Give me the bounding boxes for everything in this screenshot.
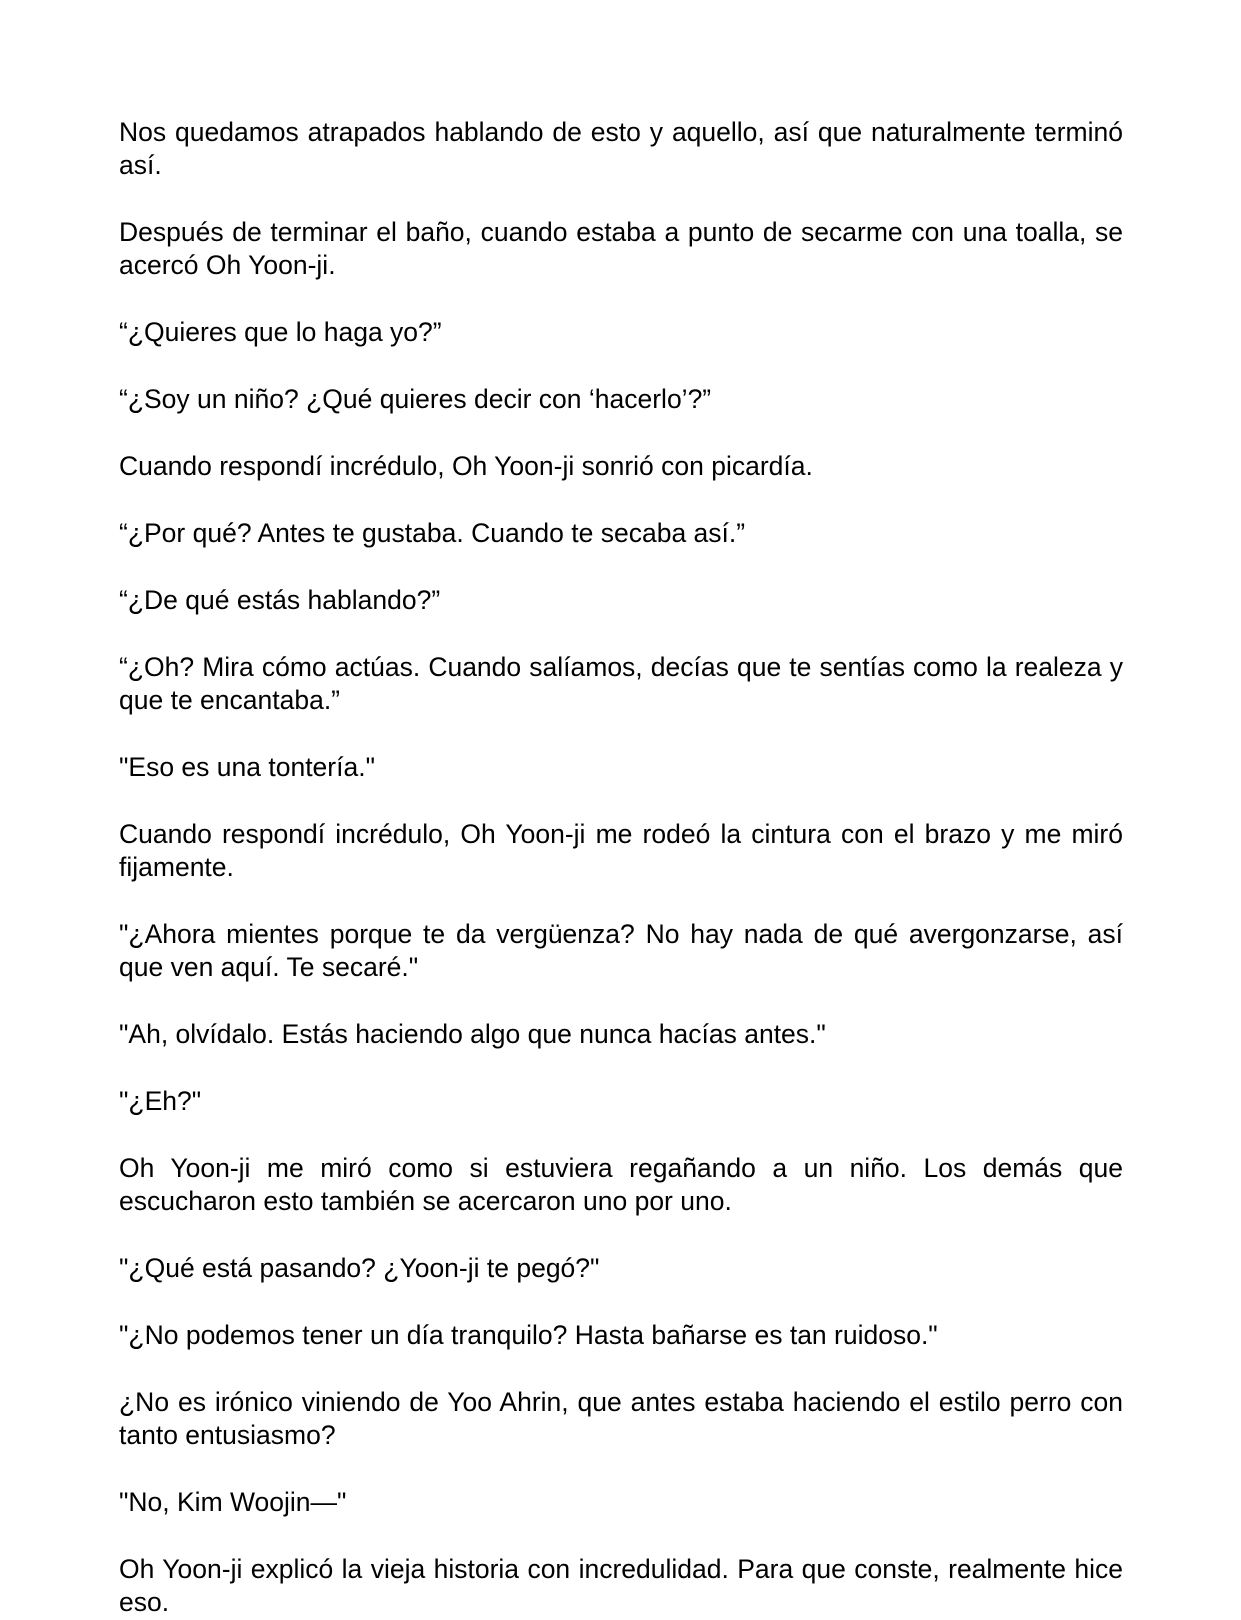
document-body (119, 116, 1123, 1620)
paragraph: “¿Por qué? Antes te gustaba. Cuando te secaba así.” (119, 518, 746, 548)
paragraph: ¿No es irónico viniendo de Yoo Ahrin, que antes estaba haciendo el estilo perro con tanto entusiasmo? (119, 1387, 1123, 1450)
paragraph: “¿Oh? Mira cómo actúas. Cuando salíamos, decías que te sentías como la realeza y que te encantaba.” (119, 652, 1123, 715)
paragraph: "No, Kim Woojin—" (119, 1487, 347, 1517)
paragraph: Nos quedamos atrapados hablando de esto y aquello, así que naturalmente terminó así. (119, 117, 1123, 180)
paragraph: “¿De qué estás hablando?” (119, 585, 441, 615)
paragraph: Oh Yoon-ji me miró como si estuviera regañando a un niño. Los demás que escucharon esto también se acercaron uno por uno. (119, 1153, 1123, 1216)
paragraph: “¿Soy un niño? ¿Qué quieres decir con ‘hacerlo’?” (119, 384, 712, 414)
paragraph: Cuando respondí incrédulo, Oh Yoon-ji me rodeó la cintura con el brazo y me miró fijamente. (119, 819, 1123, 882)
paragraph: Después de terminar el baño, cuando estaba a punto de secarme con una toalla, se acercó Oh Yoon-ji. (119, 217, 1123, 280)
paragraph: "¿No podemos tener un día tranquilo? Hasta bañarse es tan ruidoso." (119, 1320, 938, 1350)
paragraph: Cuando respondí incrédulo, Oh Yoon-ji sonrió con picardía. (119, 451, 813, 481)
paragraph: "¿Qué está pasando? ¿Yoon-ji te pegó?" (119, 1253, 600, 1283)
paragraph: "Ah, olvídalo. Estás haciendo algo que nunca hacías antes." (119, 1019, 826, 1049)
paragraph: “¿Quieres que lo haga yo?” (119, 317, 442, 347)
paragraph: "Eso es una tontería." (119, 752, 375, 782)
paragraph: "¿Ahora mientes porque te da vergüenza? No hay nada de qué avergonzarse, así que ven aquí. Te secaré." (119, 919, 1123, 982)
paragraph: Oh Yoon-ji explicó la vieja historia con incredulidad. Para que conste, realmente hice eso. (119, 1554, 1123, 1617)
paragraph: "¿Eh?" (119, 1086, 202, 1116)
